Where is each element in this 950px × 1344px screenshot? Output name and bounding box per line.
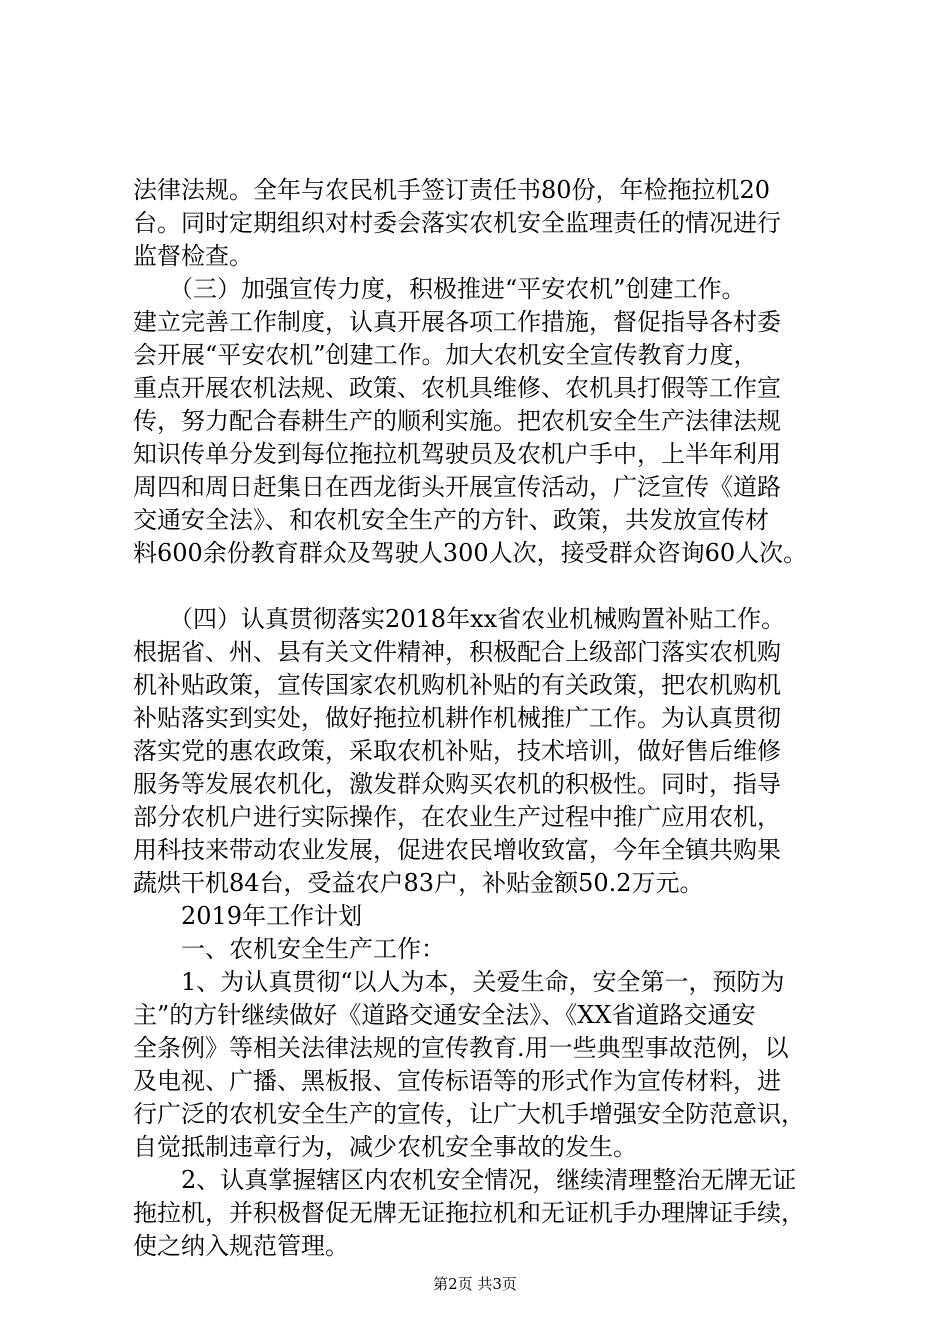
text-line: 2、认真掌握辖区内农机安全情况，继续清理整治无牌无证 [133,1166,797,1194]
text-line: 落实党的惠农政策，采取农机补贴，技术培训，做好售后维修 [133,737,781,765]
text-line: 使之纳入规范管理。 [133,1232,349,1260]
plan-section-heading: 一、农机安全生产工作： [133,935,445,963]
text-line: 1、为认真贯彻“以人为本，关爱生命，安全第一，预防为 [133,968,785,996]
text-line: 及电视、广播、黑板报、宣传标语等的形式作为宣传材料，进 [133,1067,781,1095]
plan-heading: 2019年工作计划 [133,902,363,930]
text-line: 主”的方针继续做好《道路交通安全法》、《XX省道路交通安 [133,1001,756,1029]
section-heading-3: （三）加强宣传力度，积极推进“平安农机”创建工作。 [133,275,746,303]
text-line: 机补贴政策，宣传国家农机购机补贴的有关政策，把农机购机 [133,671,781,699]
text-line: 部分农机户进行实际操作，在农业生产过程中推广应用农机， [133,803,781,831]
text-line: 交通安全法》、和农机安全生产的方针、政策，共发放宣传材 [133,506,769,534]
text-line: 台。同时定期组织对村委会落实农机安全监理责任的情况进行 [133,209,781,237]
page-footer [0,1274,950,1294]
text-line: 自觉抵制违章行为，减少农机安全事故的发生。 [133,1133,637,1161]
text-line: 补贴落实到实处，做好拖拉机耕作机械推广工作。为认真贯彻 [133,704,781,732]
text-line: 蔬烘干机84台，受益农户83户，补贴金额50.2万元。 [133,869,704,897]
document-body [133,174,853,1263]
text-line: 传，努力配合春耕生产的顺利实施。把农机安全生产法律法规 [133,407,781,435]
text-line: 周四和周日赶集日在西龙街头开展宣传活动，广泛宣传《道路 [133,473,781,501]
text-line: 重点开展农机法规、政策、农机具维修、农机具打假等工作宣 [133,374,781,402]
text-line: 监督检查。 [133,242,253,270]
text-line: 服务等发展农机化，激发群众购买农机的积极性。同时，指导 [133,770,781,798]
text-line: 行广泛的农机安全生产的宣传，让广大机手增强安全防范意识， [133,1100,805,1128]
text-line: 法律法规。全年与农民机手签订责任书80份，年检拖拉机20 [133,176,771,204]
text-line: 根据省、州、县有关文件精神，积极配合上级部门落实农机购 [133,638,781,666]
text-line: 用科技来带动农业发展，促进农民增收致富，今年全镇共购果 [133,836,781,864]
page-number: 第2页 共3页 [433,1275,517,1293]
text-line: 全条例》等相关法律法规的宣传教育.用一些典型事故范例，以 [133,1034,789,1062]
text-line: 料600余份教育群众及驾驶人300人次，接受群众咨询60人次。 [133,539,808,567]
text-line: 拖拉机，并积极督促无牌无证拖拉机和无证机手办理牌证手续， [133,1199,805,1227]
text-line: 建立完善工作制度，认真开展各项工作措施，督促指导各村委 [133,308,781,336]
text-line: 会开展“平安农机”创建工作。加大农机安全宣传教育力度， [133,341,758,369]
paragraph-gap [133,570,853,603]
text-line: 知识传单分发到每位拖拉机驾驶员及农机户手中，上半年利用 [133,440,781,468]
section-heading-4: （四）认真贯彻落实2018年xx省农业机械购置补贴工作。 [133,605,786,633]
